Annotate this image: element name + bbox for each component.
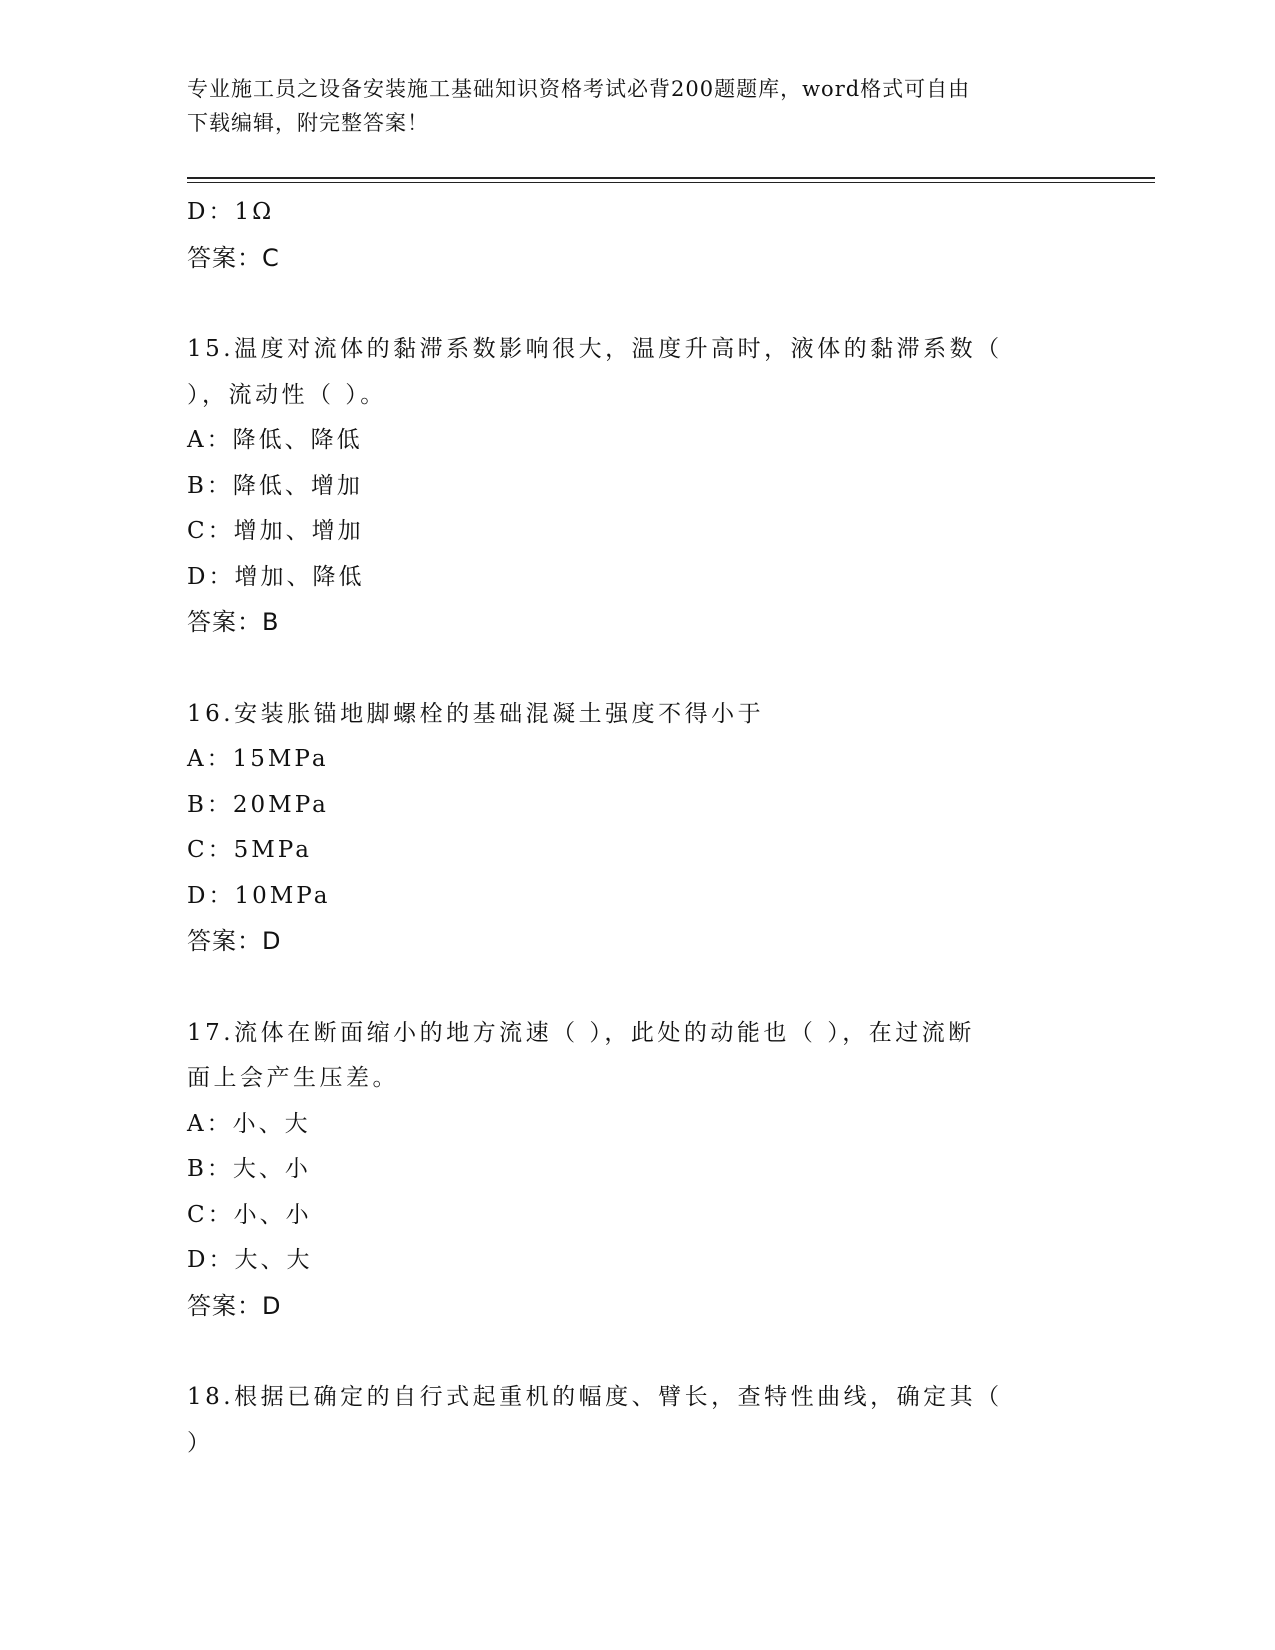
spacer: [187, 646, 1087, 692]
option-d: D：1Ω: [187, 199, 275, 225]
option-b: B：20MPa: [187, 791, 329, 818]
question-stem-line: ）: [187, 1429, 214, 1456]
header-title-line-1: 专业施工员之设备安装施工基础知识资格考试必背200题题库，word格式可自由: [187, 77, 971, 101]
question-list: [187, 190, 1087, 1466]
answer-label: 答案：C: [187, 243, 280, 272]
question-15: [187, 327, 1087, 646]
question-stem-line: 面上会产生压差。: [187, 1065, 399, 1091]
spacer: [187, 281, 1087, 327]
answer-label: 答案：D: [187, 1291, 282, 1320]
option-b: B：大、小: [187, 1156, 311, 1182]
option-a: A：小、大: [187, 1110, 311, 1137]
question-16: [187, 692, 1087, 965]
spacer: [187, 965, 1087, 1011]
header-divider: [187, 177, 1155, 183]
option-d: D：10MPa: [187, 882, 331, 909]
question-stem-line: 18.根据已确定的自行式起重机的幅度、臂长，查特性曲线，确定其（: [187, 1384, 1003, 1410]
option-a: A：15MPa: [187, 746, 329, 772]
question-stem-line: 17.流体在断面缩小的地方流速（ ），此处的动能也（ ），在过流断: [187, 1019, 975, 1046]
header-title-line-2: 下载编辑，附完整答案！: [187, 111, 429, 135]
answer-label: 答案：D: [187, 927, 282, 955]
option-d: D：增加、降低: [187, 563, 365, 590]
question-18: [187, 1375, 1087, 1466]
answer-label: 答案：B: [187, 608, 280, 636]
question-stem-line: ），流动性（ ）。: [187, 381, 387, 408]
question-stem-line: 16.安装胀锚地脚螺栓的基础混凝土强度不得小于: [187, 700, 765, 727]
option-c: C：5MPa: [187, 837, 312, 863]
question-17: [187, 1011, 1087, 1330]
question-stem-line: 15.温度对流体的黏滞系数影响很大，温度升高时，液体的黏滞系数（: [187, 336, 1003, 362]
spacer: [187, 1329, 1087, 1375]
option-c: C：小、小: [187, 1201, 312, 1228]
option-a: A：降低、降低: [187, 427, 363, 453]
option-d: D：大、大: [187, 1247, 313, 1273]
previous-question-tail: [187, 190, 1087, 281]
option-c: C：增加、增加: [187, 518, 364, 544]
option-b: B：降低、增加: [187, 472, 363, 499]
document-header: [187, 72, 1067, 140]
